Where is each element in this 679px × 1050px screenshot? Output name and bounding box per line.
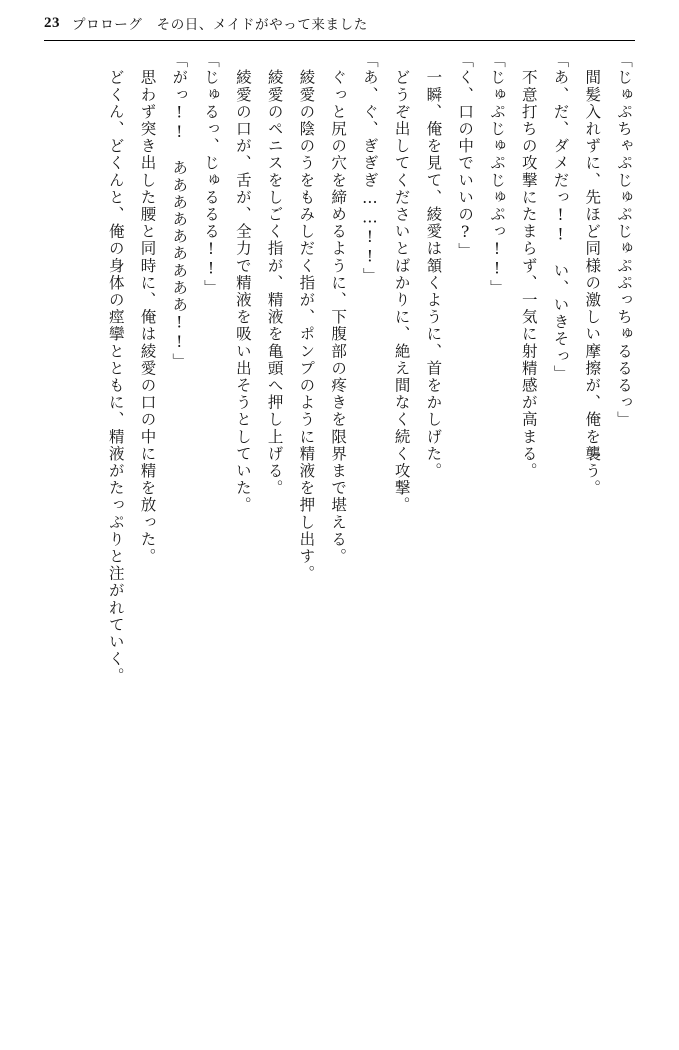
text-line: どくん、どくんと、俺の身体の痙攣とともに、精液がたっぷりと注がれていく。 [106, 52, 125, 685]
chapter-title: プロローグ その日、メイドがやって来ました [72, 17, 368, 32]
text-line: 「く、口の中でいいの?」 [456, 52, 475, 260]
page-number: 23 [44, 14, 60, 31]
text-line: 「あ、ぐ、ぎぎぎ……!!」 [360, 52, 379, 285]
running-header [44, 10, 635, 41]
vertical-text-block [99, 52, 639, 952]
text-line: 「じゅるっ、じゅるるる!!」 [202, 52, 221, 297]
text-line: 綾愛のペニスをしごく指が、精液を亀頭へ押し上げる。 [265, 52, 284, 497]
text-line: 「じゅぷじゅぷじゅぷっ!!」 [487, 52, 506, 297]
text-line: 「じゅぷちゃぷじゅぷじゅぷぷっちゅるるるっ」 [615, 52, 633, 429]
text-line: 間髪入れずに、先ほど同様の激しい摩擦が、俺を襲う。 [583, 52, 602, 497]
text-line: 綾愛の口が、舌が、全力で精液を吸い出そうとしていた。 [233, 52, 252, 514]
page-body [40, 52, 639, 1022]
text-line: 一瞬、俺を見て、綾愛は頷くように、首をかしげた。 [424, 52, 443, 480]
text-line: 思わず突き出した腰と同時に、俺は綾愛の口の中に精を放った。 [138, 52, 157, 565]
text-line: 「がっ!! あああああああああ!!」 [170, 52, 189, 370]
text-line: どうぞ出してくださいとばかりに、絶え間なく続く攻撃。 [392, 52, 411, 514]
text-line: 「あ、だ、ダメだっ!! い、いきそっ」 [551, 52, 570, 382]
text-line: 綾愛の陰のうをもみしだく指が、ポンプのように精液を押し出す。 [297, 52, 316, 583]
text-line: 不意打ちの攻撃にたまらず、一気に射精感が高まる。 [519, 52, 538, 480]
text-line: ぐっと尻の穴を締めるように、下腹部の疼きを限界まで堪える。 [329, 52, 348, 565]
